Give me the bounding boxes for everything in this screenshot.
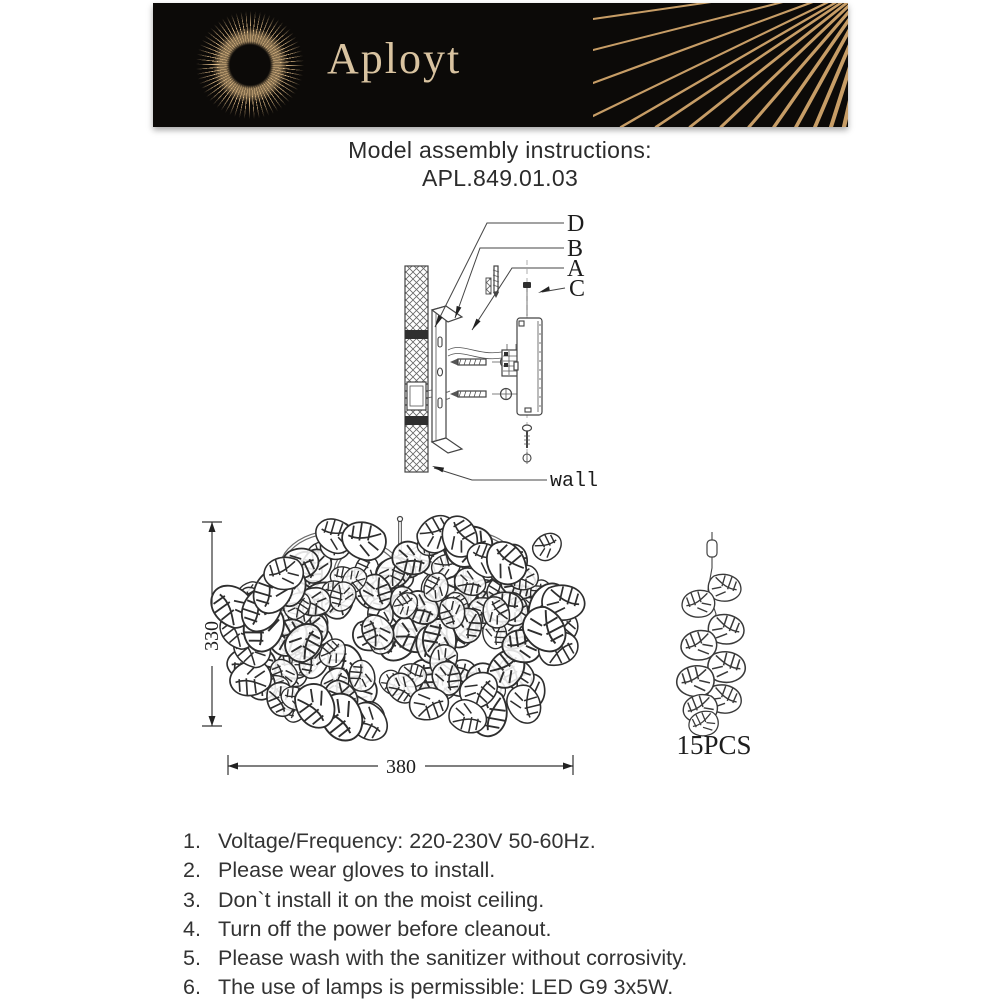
- wall-label: wall: [550, 470, 599, 493]
- part-label-c: C: [569, 276, 586, 302]
- instruction-item: [183, 973, 843, 1000]
- screw-top: [486, 266, 499, 298]
- instruction-item: [183, 827, 843, 856]
- leaf-strand-drawing: [648, 528, 778, 763]
- item-number: 1.: [183, 829, 201, 853]
- height-dim-label: 330: [201, 621, 223, 651]
- height-dimension: [201, 522, 223, 726]
- item-number: 4.: [183, 916, 201, 941]
- leaf-cloud: [207, 510, 590, 747]
- item-text: Voltage/Frequency: 220-230V 50-60Hz.: [218, 829, 596, 853]
- instruction-item: [183, 944, 843, 973]
- item-number: 5.: [183, 946, 201, 971]
- item-text: Turn off the power before cleanout.: [218, 916, 552, 941]
- brand-name: Aployt: [327, 34, 462, 83]
- instructions-list: [183, 827, 843, 1000]
- strand-count-label: 15PCS: [676, 730, 752, 760]
- starburst-logo-icon: [194, 9, 306, 121]
- screw-bottom: [523, 425, 532, 464]
- strand-leaves: [672, 567, 751, 743]
- leader-lines: [434, 223, 565, 480]
- width-dimension: [228, 755, 573, 778]
- item-number: 3.: [183, 887, 201, 912]
- assembly-diagram: [392, 202, 612, 502]
- item-number: 2.: [183, 858, 201, 883]
- instruction-item: [183, 886, 843, 915]
- part-label-b: B: [567, 236, 584, 262]
- instruction-item: [183, 856, 843, 885]
- corner-rays-icon: [593, 3, 848, 127]
- item-text: Don`t install it on the moist ceiling.: [218, 887, 545, 912]
- title-block: [0, 136, 1000, 192]
- brand-banner: [153, 3, 848, 127]
- item-text: Please wash with the sanitizer without corrosivity.: [218, 946, 688, 971]
- instruction-item: [183, 915, 843, 944]
- page-title: Model assembly instructions:: [348, 137, 652, 163]
- lamp-backplate: [514, 318, 542, 415]
- part-c-cap: [523, 282, 531, 316]
- part-label-d: D: [567, 211, 585, 237]
- part-label-a: A: [567, 256, 585, 282]
- lamp-dimension-drawing: [195, 508, 590, 788]
- mounting-bracket: [432, 306, 462, 453]
- item-text: Please wear gloves to install.: [218, 858, 496, 883]
- model-number: APL.849.01.03: [421, 165, 579, 191]
- width-dim-label: 380: [386, 756, 416, 778]
- item-text: The use of lamps is permissible: LED G9 3x5W.: [218, 975, 674, 1000]
- item-number: 6.: [183, 975, 201, 1000]
